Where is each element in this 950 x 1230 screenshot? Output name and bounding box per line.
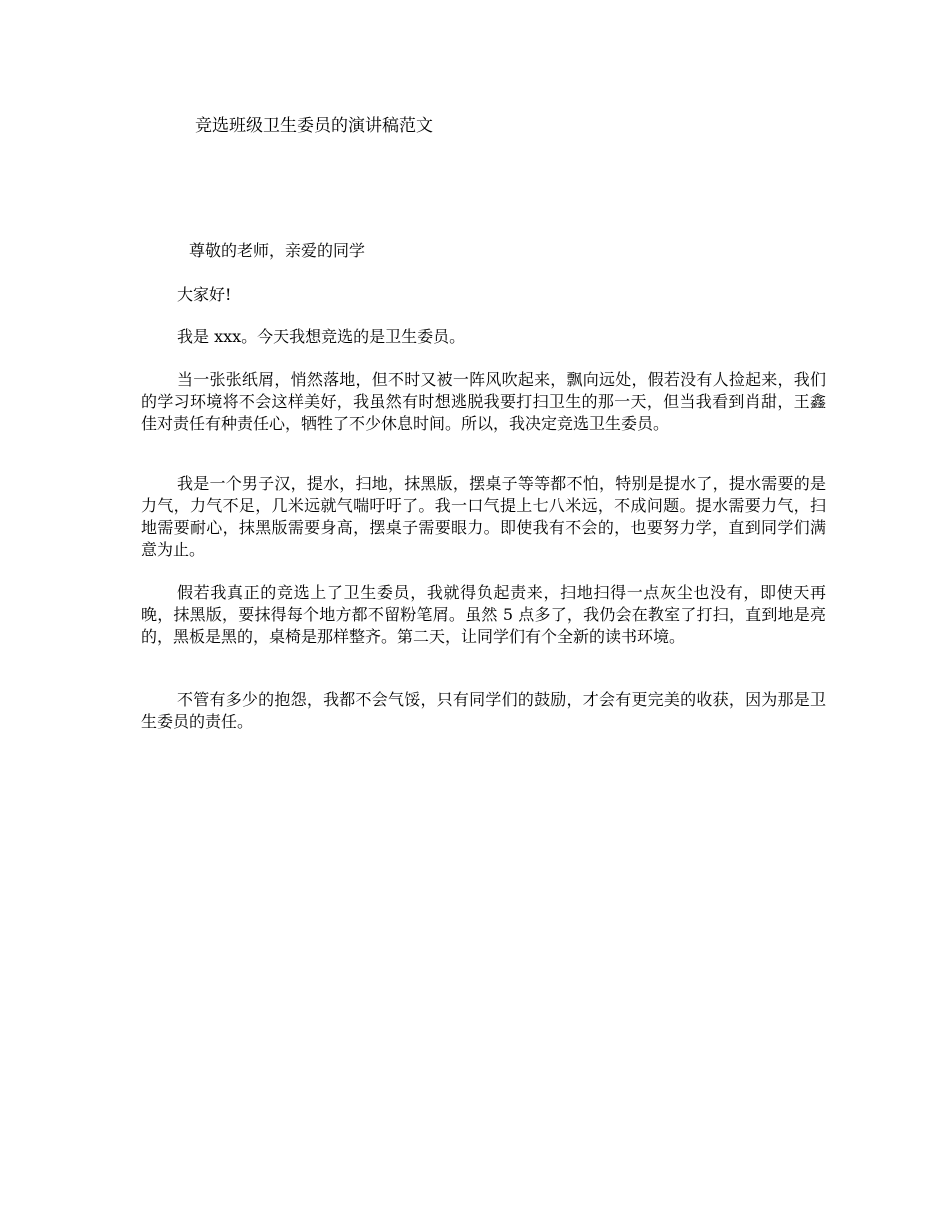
paragraph-2: 我是一个男子汉，提水，扫地，抹黑版，摆桌子等等都不怕，特别是提水了，提水需要的是力气，力气不足，几米远就气喘吁吁了。我一口气提上七八米远，不成问题。提水需要力气，扫地需要耐心，抹黑版需要身高，摆桌子需要眼力。即使我有不会的，也要努力学，直到同学们满意为止。	[141, 474, 826, 559]
intro-line: 我是 xxx。今天我想竞选的是卫生委员。	[177, 327, 466, 346]
document-title: 竞选班级卫生委员的演讲稿范文	[195, 116, 433, 136]
salutation: 尊敬的老师，亲爱的同学	[189, 241, 366, 260]
greeting: 大家好!	[177, 285, 232, 304]
paragraph-1: 当一张张纸屑，悄然落地，但不时又被一阵风吹起来，飘向远处，假若没有人捡起来，我们的学习环境将不会这样美好，我虽然有时想逃脱我要打扫卫生的那一天，但当我看到肖甜，王鑫佳对责任有种责任心，牺牲了不少休息时间。所以，我决定竞选卫生委员。	[141, 370, 826, 433]
paragraph-3: 假若我真正的竞选上了卫生委员，我就得负起责来，扫地扫得一点灰尘也没有，即使天再晚，抹黑版，要抹得每个地方都不留粉笔屑。虽然 5 点多了，我仍会在教室了打扫，直到地是亮的，黑板是黑的，桌椅是那样整齐。第二天，让同学们有个全新的读书环境。	[141, 583, 826, 646]
paragraph-4: 不管有多少的抱怨，我都不会气馁，只有同学们的鼓励，才会有更完美的收获，因为那是卫生委员的责任。	[141, 690, 826, 731]
